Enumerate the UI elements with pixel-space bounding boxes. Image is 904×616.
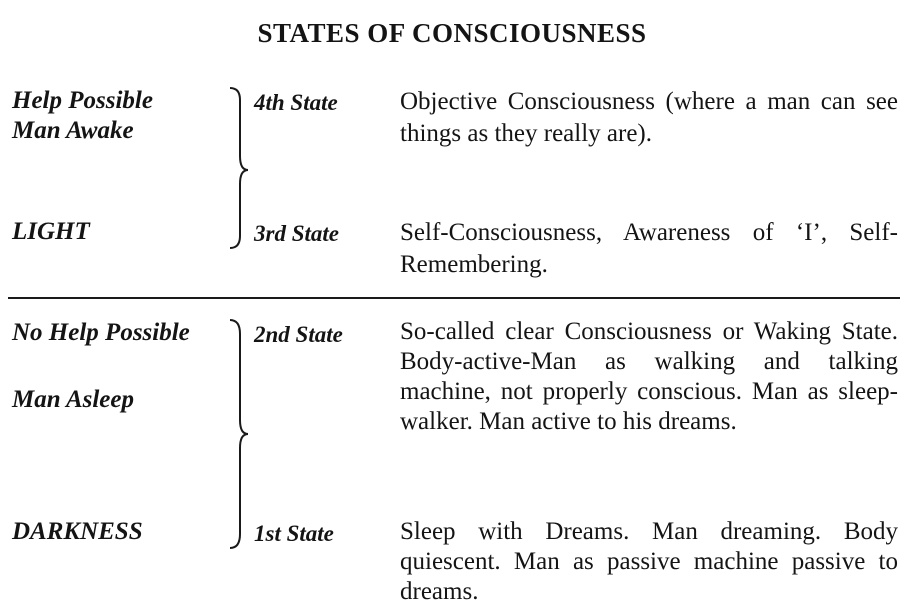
label-man-asleep: Man Asleep (12, 386, 134, 413)
label-help-possible: Help Possible (12, 87, 153, 114)
brace-lower-group (224, 316, 254, 552)
state-4th-description: Objective Consciousness (where a man can see things as they really are). (400, 88, 898, 147)
label-light: LIGHT (12, 218, 90, 245)
brace-upper-group (224, 84, 254, 252)
state-2nd-name: 2nd State (254, 322, 343, 347)
label-darkness: DARKNESS (12, 518, 143, 545)
state-4th-name: 4th State (254, 90, 338, 115)
state-3rd-description: Self-Consciousness, Awareness of ‘I’, Self-Remembering. (400, 219, 898, 278)
label-man-awake: Man Awake (12, 117, 134, 144)
state-3rd-name: 3rd State (254, 221, 339, 246)
state-1st-name: 1st State (254, 521, 334, 546)
state-2nd-description: So-called clear Consciousness or Waking State. Body-active-Man as walking and talking machine, not properly conscious. Man as sleep-walker. Man active to his dreams. (400, 318, 898, 435)
section-divider (8, 297, 900, 299)
state-1st-description: Sleep with Dreams. Man dreaming. Body quiescent. Man as passive machine passive to dreams. (400, 518, 898, 605)
page-title: STATES OF CONSCIOUSNESS (257, 18, 647, 48)
label-no-help-possible: No Help Possible (12, 319, 190, 346)
